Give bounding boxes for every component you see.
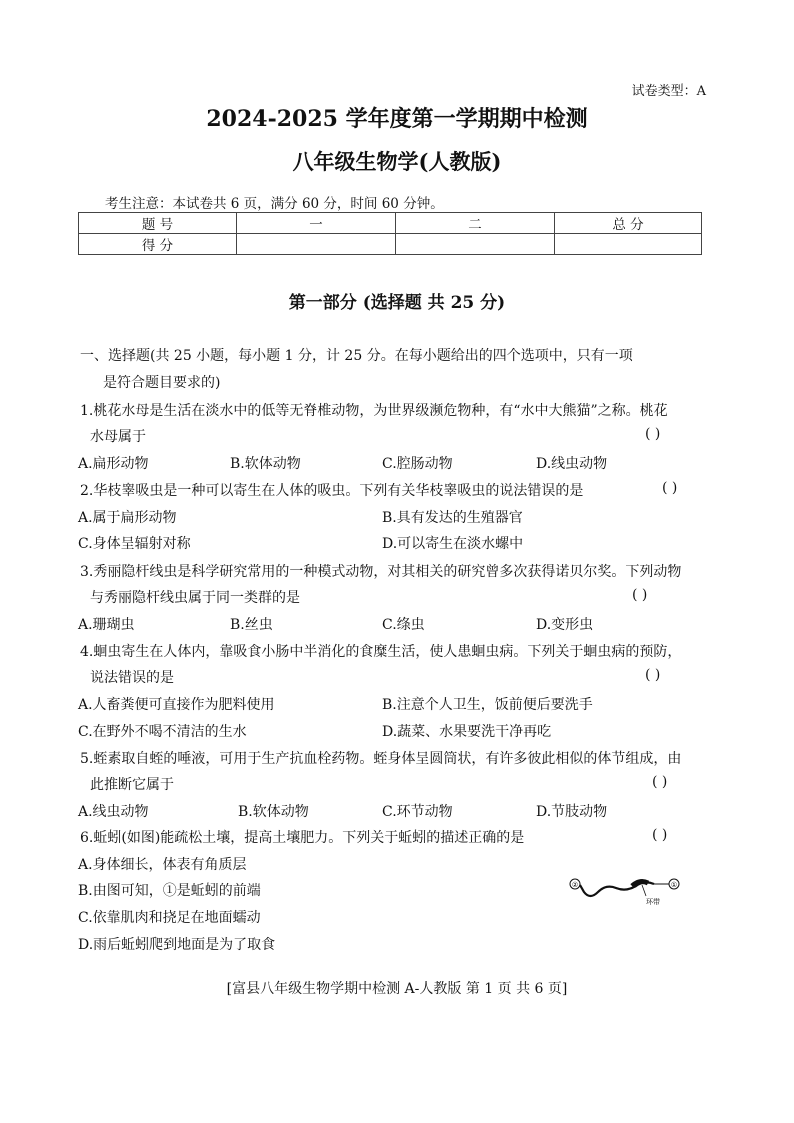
exam-subtitle: 八年级生物学(人教版) [292,149,502,174]
score-cell: 总 分 [555,213,702,234]
q4-option-d: D.蔬菜、水果要洗干净再吃 [382,724,552,740]
q1-stem-line2: 水母属于 [90,429,146,445]
q6-option-a: A.身体细长，体表有角质层 [78,857,247,873]
q2-stem-line1: 2.华枝睾吸虫是一种可以寄生在人体的吸虫。下列有关华枝睾吸虫的说法错误的是 [80,483,584,499]
q5-option-d: D.节肢动物 [536,804,608,820]
score-input-cell[interactable] [555,234,702,255]
band-pointer-line [642,885,646,896]
q4-option-b: B.注意个人卫生，饭前便后要洗手 [382,697,593,713]
q6-option-d: D.雨后蚯蚓爬到地面是为了取食 [78,937,276,953]
q3-answer-blank[interactable]: ( ) [632,587,648,603]
exam-title: 2024-2025 学年度第一学期期中检测 [206,106,588,132]
q4-option-c: C.在野外不喝不清洁的生水 [78,724,247,740]
q5-stem-line1: 5.蛭素取自蛭的唾液，可用于生产抗血栓药物。蛭身体呈圆筒状，有许多彼此相似的体节组成，由 [80,751,682,767]
q3-option-d: D.变形虫 [536,617,594,633]
q4-answer-blank[interactable]: ( ) [645,667,661,683]
q1-option-b: B.软体动物 [230,456,301,472]
exam-notice: 考生注意：本试卷共 6 页，满分 60 分，时间 60 分钟。 [105,196,444,212]
q3-stem-line2: 与秀丽隐杆线虫属于同一类群的是 [90,590,300,606]
q6-stem-line1: 6.蚯蚓(如图)能疏松土壤，提高土壤肥力。下列关于蚯蚓的描述正确的是 [80,830,525,846]
q2-option-b: B.具有发达的生殖器官 [382,510,523,526]
q5-option-b: B.软体动物 [238,804,309,820]
q5-option-c: C.环节动物 [382,804,453,820]
score-table [78,212,702,255]
q4-stem-line1: 4.蛔虫寄生在人体内，靠吸食小肠中半消化的食糜生活，使人患蛔虫病。下列关于蛔虫病的预防， [80,644,682,660]
section-intro-line1: 一、选择题(共 25 小题，每小题 1 分，计 25 分。在每小题给出的四个选项中，只有一项 [80,348,633,364]
q1-stem-line1: 1.桃花水母是生活在淡水中的低等无脊椎动物，为世界级濒危物种，有“水中大熊猫”之称。桃花 [80,403,668,419]
figure-label-left: ② [571,881,579,889]
q1-option-c: C.腔肠动物 [382,456,453,472]
score-table-score-row [79,234,702,255]
q6-option-b: B.由图可知，①是蚯蚓的前端 [78,883,261,899]
q5-answer-blank[interactable]: ( ) [652,774,668,790]
q5-stem-line2: 此推断它属于 [90,777,174,793]
q6-option-c: C.依靠肌肉和挠足在地面蠕动 [78,910,261,926]
section-intro-line2: 是符合题目要求的) [103,375,221,391]
q4-stem-line2: 说法错误的是 [90,670,174,686]
q6-answer-blank[interactable]: ( ) [652,827,668,843]
score-cell: 一 [237,213,396,234]
figure-label-right: ① [670,881,678,889]
score-input-cell[interactable] [237,234,396,255]
q2-option-a: A.属于扁形动物 [78,510,177,526]
paper-type: 试卷类型：A [631,84,706,99]
part-title: 第一部分 (选择题 共 25 分) [288,293,506,313]
q4-option-a: A.人畜粪便可直接作为肥料使用 [78,697,275,713]
score-input-cell[interactable] [396,234,555,255]
score-table-header-row [79,213,702,234]
q2-answer-blank[interactable]: ( ) [662,480,678,496]
q2-option-c: C.身体呈辐射对称 [78,536,191,552]
earthworm-body [580,882,654,896]
q3-option-b: B.丝虫 [230,617,273,633]
earthworm-clitellum [632,882,648,886]
earthworm-figure [566,870,686,910]
q1-answer-blank[interactable]: ( ) [645,426,661,442]
score-cell: 题 号 [79,213,237,234]
score-cell: 二 [396,213,555,234]
q3-option-c: C.绦虫 [382,617,425,633]
q3-stem-line1: 3.秀丽隐杆线虫是科学研究常用的一种模式动物，对其相关的研究曾多次获得诺贝尔奖。下列动物 [80,564,682,580]
q5-option-a: A.线虫动物 [78,804,149,820]
q3-option-a: A.珊瑚虫 [78,617,135,633]
page-footer: [富县八年级生物学期中检测 A-人教版 第 1 页 共 6 页] [226,981,568,997]
q1-option-a: A.扁形动物 [78,456,149,472]
figure-band-label: 环带 [646,898,660,906]
q2-option-d: D.可以寄生在淡水螺中 [382,536,524,552]
score-cell: 得 分 [79,234,237,255]
q1-option-d: D.线虫动物 [536,456,608,472]
